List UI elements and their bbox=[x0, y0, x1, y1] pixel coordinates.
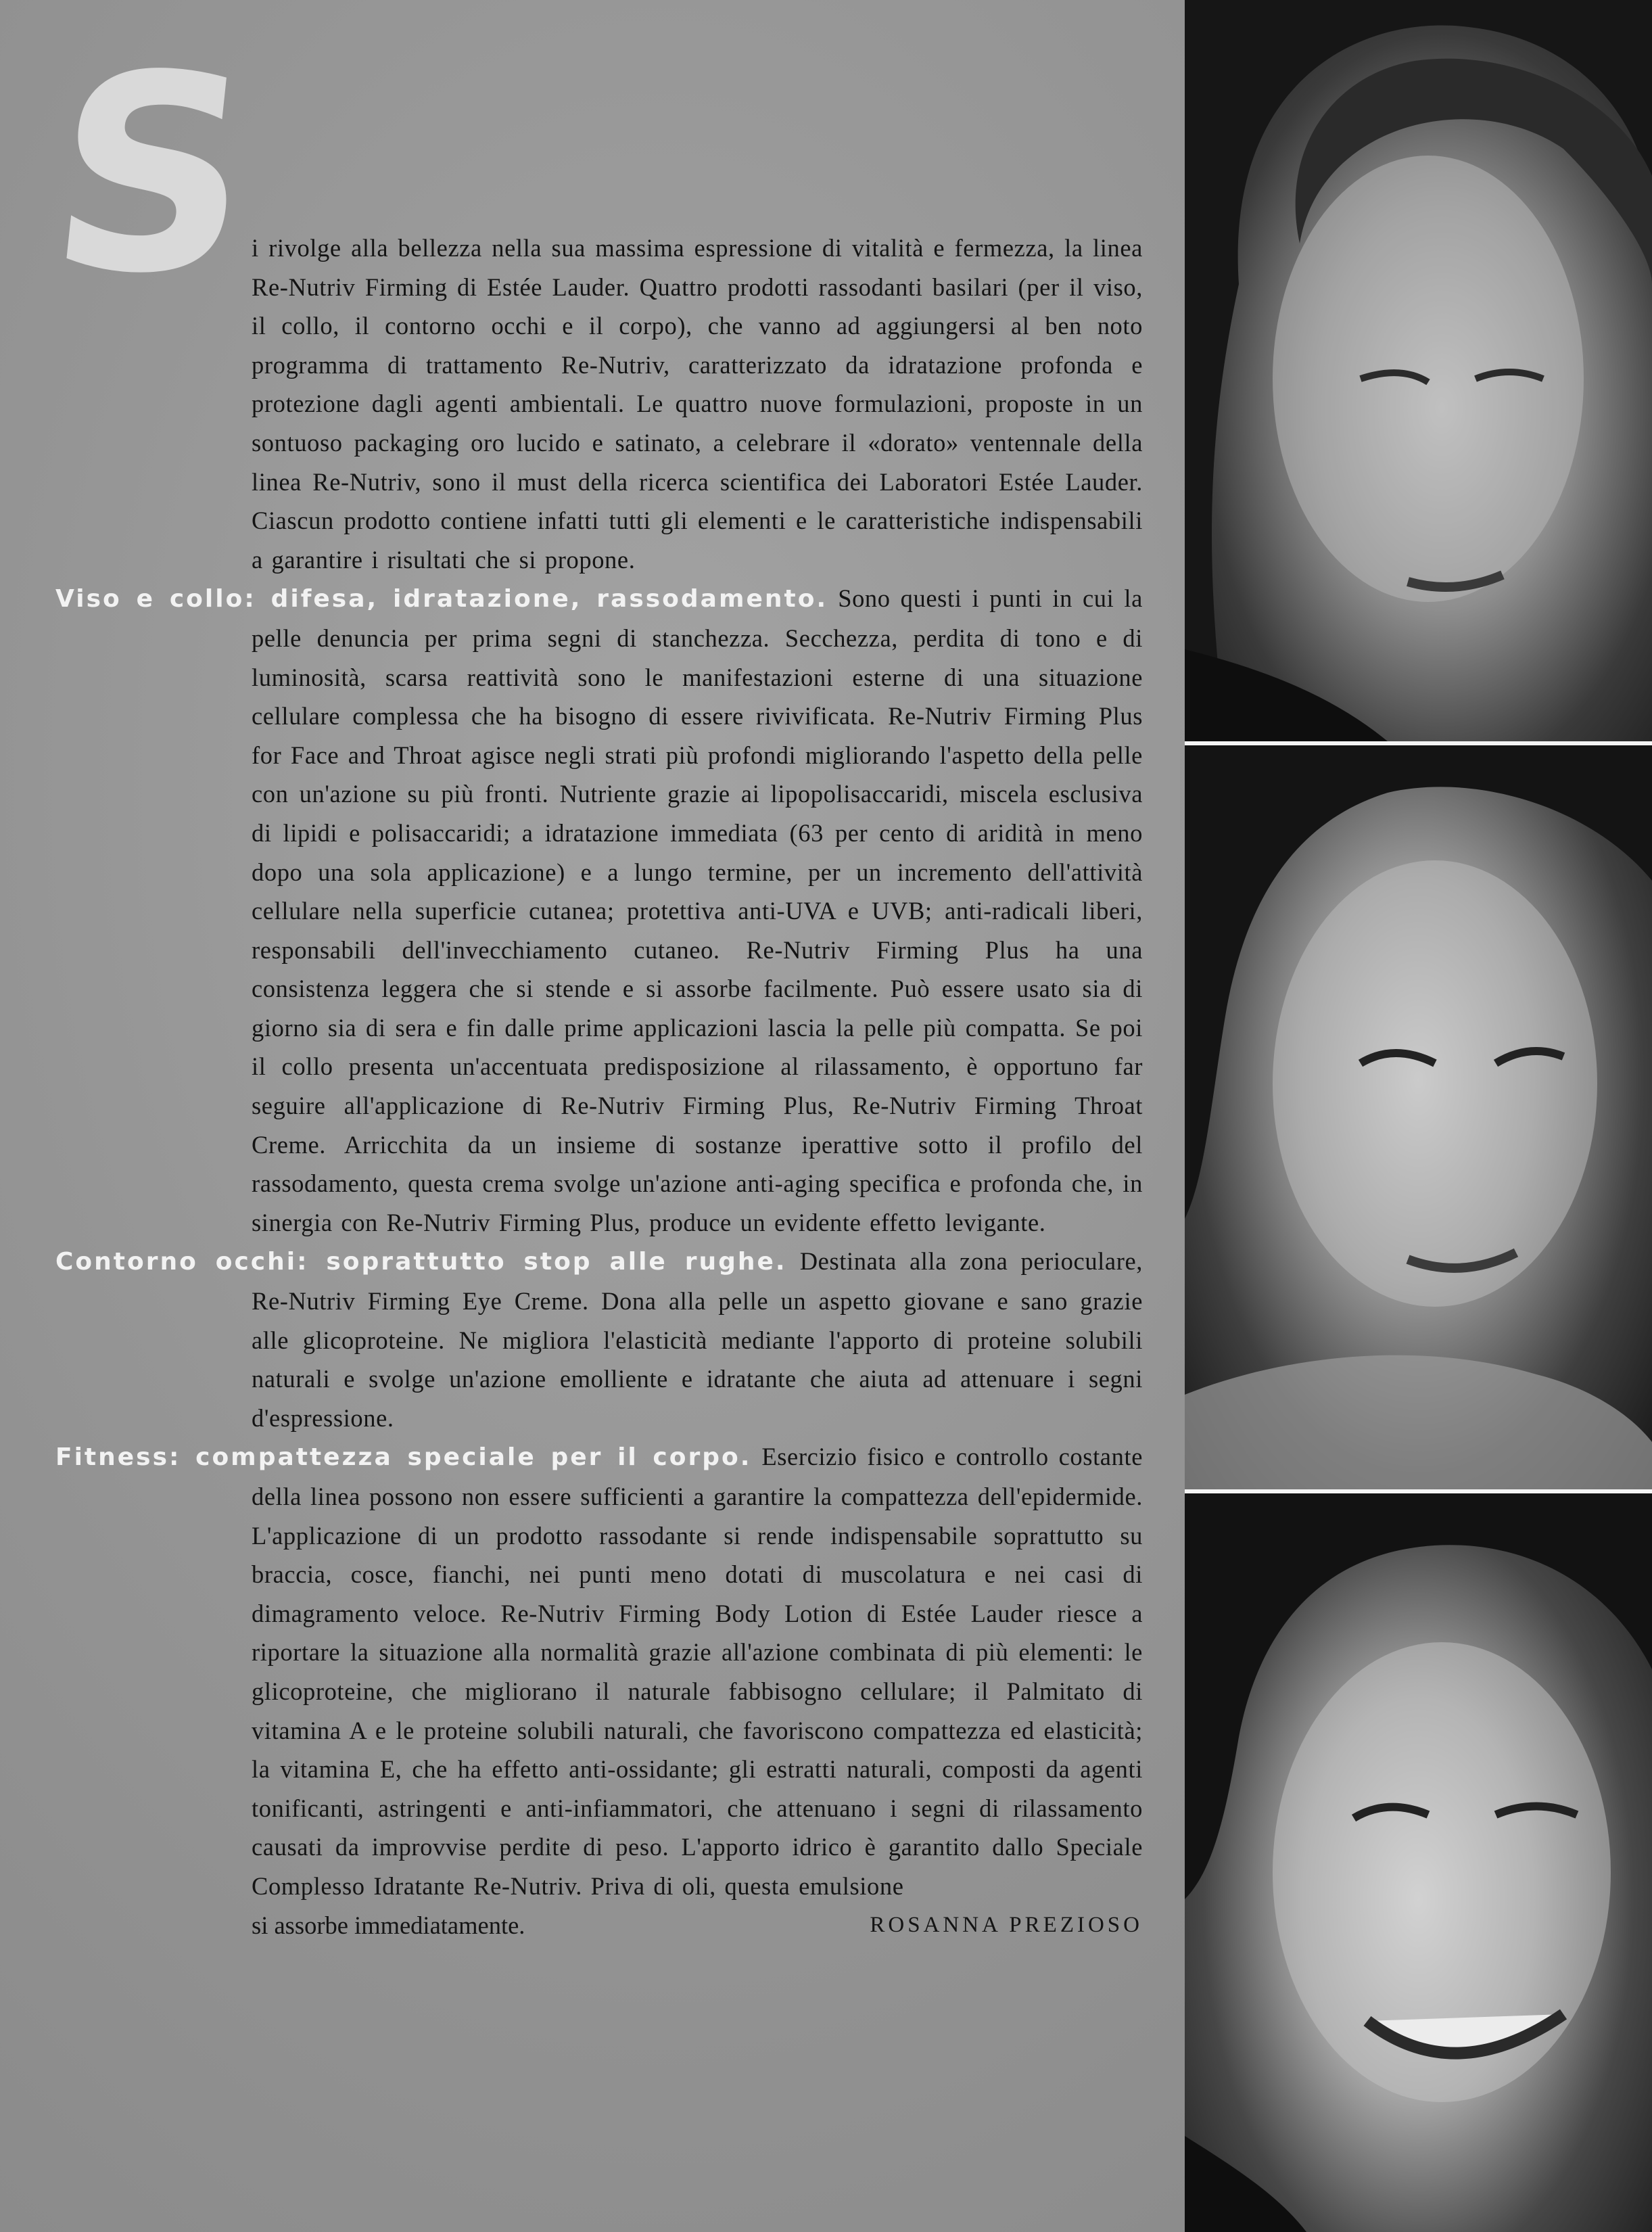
article-text bbox=[0, 229, 1150, 1945]
section-eye-contour bbox=[55, 1242, 1143, 1437]
section-body: Sono questi i punti in cui la pelle denuncia per prima segni di stanchezza. Secchezza, perdita di tono e di luminosità, scarsa reattività sono le manifestazioni esterne di una situazione cellulare complessa che ha bisogno di essere rivivificata. Re-Nutriv Firming Plus for Face and Throat agisce negli strati più profondi migliorando l'aspetto della pelle con un'azione su più fronti. Nutriente grazie ai lipopolisaccaridi, miscela esclusiva di lipidi e polisaccaridi; a idratazione immediata (63 per cento di aridità in meno dopo una sola applicazione) e a lungo termine, per un incremento dell'attività cellulare nella superficie cutanea; protettiva anti-UVA e UVB; anti-radicali liberi, responsabili dell'invecchiamento cutaneo. Re-Nutriv Firming Plus ha una consistenza leggera che si stende e si assorbe facilmente. Può essere usato sia di giorno sia di sera e fin dalle prime applicazioni lascia la pelle più compatta. Se poi il collo presenta un'accentuata predisposizione al rilassamento, è opportuno far seguire all'applicazione di Re-Nutriv Firming Plus, Re-Nutriv Firming Throat Creme. Arricchita da un insieme di sostanze iperattive sotto il profilo del rassodamento, questa crema svolge un'azione anti-aging specifica e profonda che, in sinergia con Re-Nutriv Firming Plus, produce un evidente effetto levigante. bbox=[252, 584, 1143, 1236]
closing-line bbox=[252, 1906, 1143, 1945]
portrait-hand-on-chin-image bbox=[1185, 745, 1652, 1489]
section-fitness bbox=[55, 1437, 1143, 1905]
portrait-photo-1 bbox=[1185, 0, 1652, 741]
closing-text: si assorbe immediatamente. bbox=[252, 1911, 525, 1939]
drop-cap: S bbox=[37, 18, 259, 333]
author-byline: ROSANNA PREZIOSO bbox=[870, 1912, 1143, 1937]
portrait-smiling-image bbox=[1185, 1493, 1652, 2232]
portrait-photo-2 bbox=[1185, 745, 1652, 1489]
section-face-neck bbox=[55, 579, 1143, 1242]
section-heading: Fitness: compattezza speciale per il corpo. bbox=[55, 1443, 752, 1472]
section-body: Destinata alla zona perioculare, Re-Nutriv Firming Eye Creme. Dona alla pelle un aspetto giovane e sano grazie alle glicoproteine. Ne migliora l'elasticità mediante l'apporto di proteine solubili naturali e svolge un'azione emolliente e idratante che aiuta ad attenuare i segni d'espressione. bbox=[252, 1247, 1143, 1432]
photo-strip bbox=[1185, 0, 1652, 2232]
section-body: Esercizio fisico e controllo costante della linea possono non essere sufficienti a garantire la compattezza dell'epidermide. L'applicazione di un prodotto rassodante si rende indispensabile soprattutto su braccia, cosce, fianchi, nei punti meno dotati di muscolatura e nei casi di dimagramento veloce. Re-Nutriv Firming Body Lotion di Estée Lauder riesce a riportare la situazione alla normalità grazie all'azione combinata di più elementi: le glicoproteine, che migliorano il naturale fabbisogno cellulare; il Palmitato di vitamina A e le proteine solubili naturali, che favoriscono compattezza ed elasticità; la vitamina E, che ha effetto anti-ossidante; gli estratti naturali, composti da agenti tonificanti, astringenti e anti-infiammatori, che attenuano i segni di rilassamento causati da improvvise perdite di peso. L'apporto idrico è garantito dallo Speciale Complesso Idratante Re-Nutriv. Priva di oli, questa emulsione bbox=[252, 1443, 1143, 1900]
section-heading: Viso e collo: difesa, idratazione, rassodamento. bbox=[55, 585, 828, 613]
portrait-photo-3 bbox=[1185, 1493, 1652, 2232]
intro-paragraph: i rivolge alla bellezza nella sua massima espressione di vitalità e fermezza, la linea Re-Nutriv Firming di Estée Lauder. Quattro prodotti rassodanti basilari (per il viso, il collo, il contorno occhi e il corpo), che vanno ad aggiungersi al ben noto programma di trattamento Re-Nutriv, caratterizzato da idratazione profonda e protezione dagli agenti ambientali. Le quattro nuove formulazioni, proposte in un sontuoso packaging oro lucido e satinato, a celebrare il «dorato» ventennale della linea Re-Nutriv, sono il must della ricerca scientifica dei Laboratori Estée Lauder. Ciascun prodotto contiene infatti tutti gli elementi e le caratteristiche indispensabili a garantire i risultati che si propone. bbox=[252, 234, 1143, 574]
section-heading: Contorno occhi: soprattutto stop alle rughe. bbox=[55, 1248, 787, 1276]
portrait-eyes-closed-image bbox=[1185, 0, 1652, 741]
